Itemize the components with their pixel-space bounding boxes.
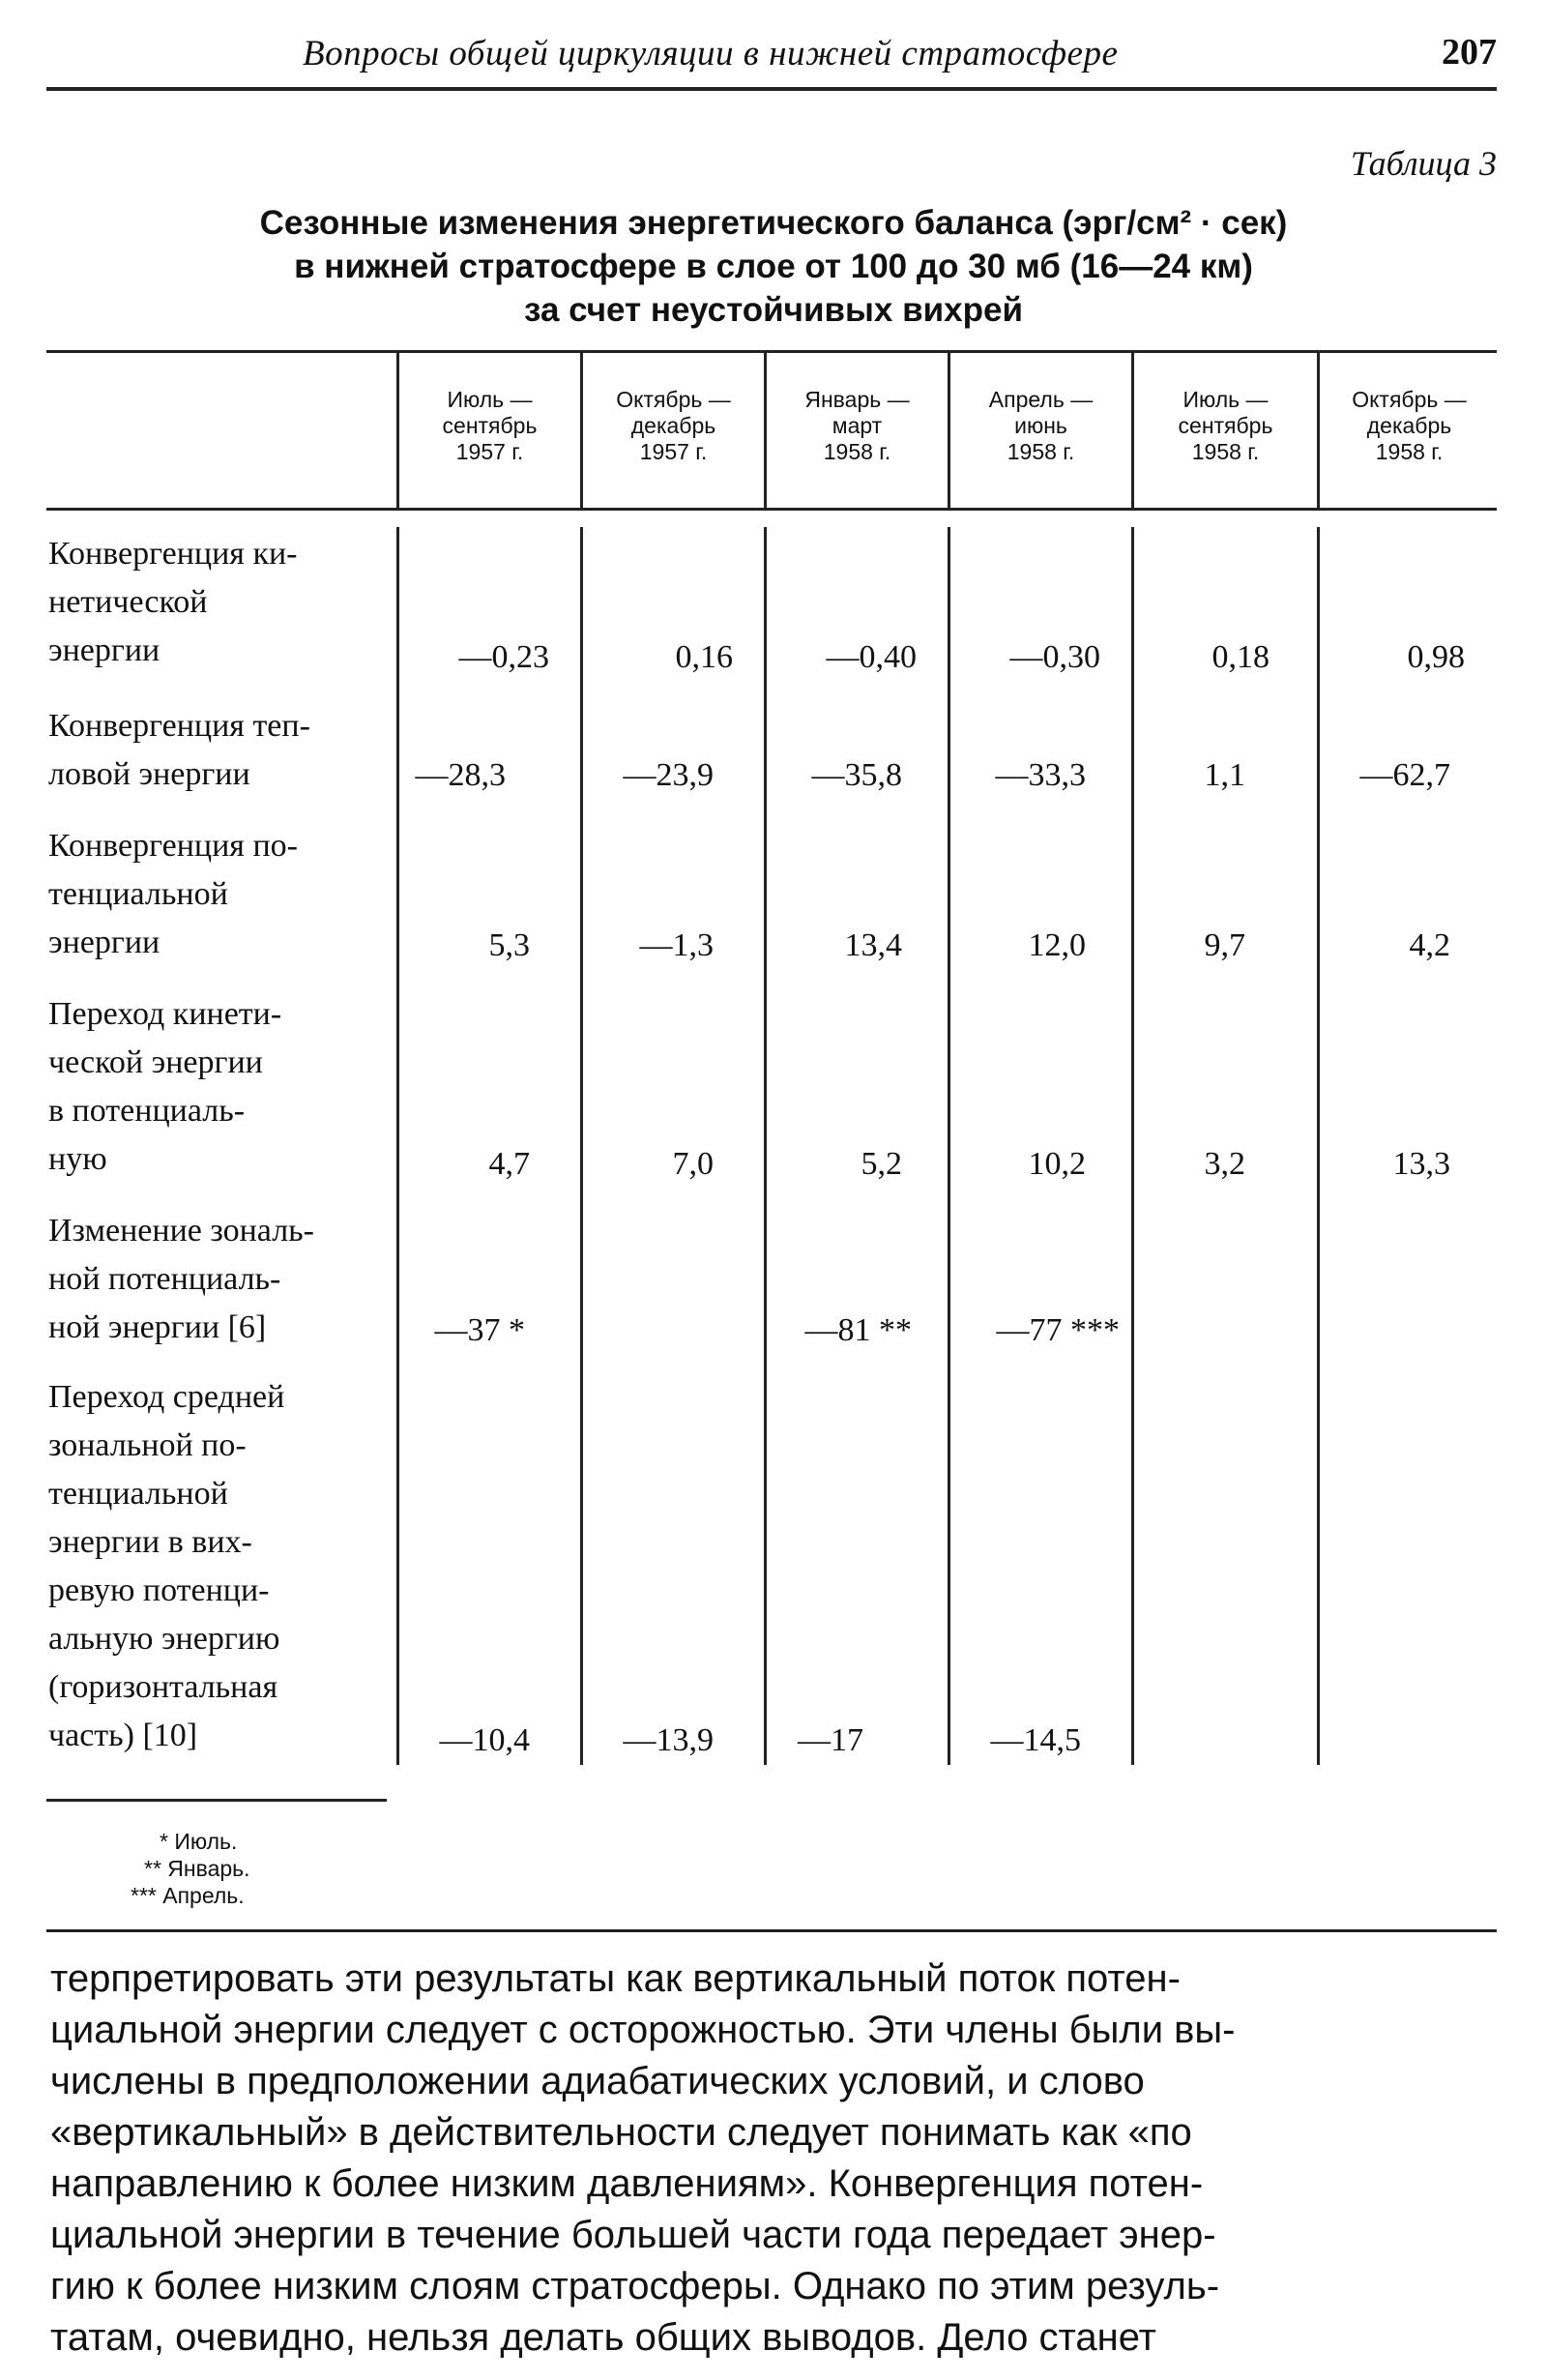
table-cell: —14,5 xyxy=(990,1722,1081,1758)
row-label: Конвергенция ки- нетической энергии xyxy=(48,536,298,668)
table-cell: —62,7 xyxy=(1359,757,1450,793)
table-caption xyxy=(97,201,1450,332)
text-line: татам, очевидно, нельзя делать общих выводов. Дело станет xyxy=(50,2316,1156,2359)
table-cell: —0,40 xyxy=(826,639,917,675)
table-cell: —10,4 xyxy=(439,1722,530,1758)
caption-line: Сезонные изменения энергетического баланса (эрг/см² · сек) xyxy=(259,204,1288,242)
text-line: гию к более низким слоям стратосферы. Однако по этим резуль- xyxy=(50,2265,1220,2307)
table-cell: —13,9 xyxy=(623,1722,714,1758)
page-number: 207 xyxy=(1442,32,1497,73)
table-cell: 0,18 xyxy=(1211,639,1270,675)
table-cell: 4,7 xyxy=(488,1146,530,1182)
table-cell: —35,8 xyxy=(811,757,902,793)
caption-line: за счет неустойчивых вихрей xyxy=(524,291,1023,329)
text-line: «вертикальный» в действительности следует понимать как «по xyxy=(50,2111,1192,2154)
table-cell: 5,3 xyxy=(488,927,530,963)
text-line: терпретировать эти результаты как вертикальный поток потен- xyxy=(50,1957,1181,2000)
table-cell: 10,2 xyxy=(1028,1146,1086,1182)
text-line: циальной энергии в течение большей части года передает энер- xyxy=(50,2214,1216,2256)
table-cell: 4,2 xyxy=(1409,927,1450,963)
column-header: Январь — март 1958 г. xyxy=(804,387,910,464)
table-cell: 3,2 xyxy=(1204,1146,1245,1182)
text-line: циальной энергии следует с осторожностью. Эти члены были вы- xyxy=(50,2009,1236,2051)
table-cell: 13,3 xyxy=(1392,1146,1450,1182)
row-label: Переход кинети- ческой энергии в потенциаль- ную xyxy=(48,996,282,1177)
table-cell: —33,3 xyxy=(995,757,1086,793)
caption-line: в нижней стратосфере в слое от 100 до 30 мб (16—24 км) xyxy=(294,248,1253,285)
table-cell: 7,0 xyxy=(672,1146,714,1182)
table-cell: 0,16 xyxy=(675,639,733,675)
table-label: Таблица 3 xyxy=(1350,144,1497,183)
table-cell: 0,98 xyxy=(1407,639,1465,675)
footnote: * Июль. xyxy=(160,1829,238,1854)
column-header: Октябрь — декабрь 1957 г. xyxy=(616,387,731,464)
footnote: ** Январь. xyxy=(144,1856,250,1881)
text-line: числены в предположении адиабатических условий, и слово xyxy=(50,2060,1145,2102)
table-cell: —0,23 xyxy=(458,639,549,675)
table-cell: —23,9 xyxy=(623,757,714,793)
table-cell: 9,7 xyxy=(1204,927,1245,963)
table-cell: —1,3 xyxy=(639,927,714,963)
table-bottom-rule xyxy=(46,1929,1497,1932)
row-label: Переход средней зональной по- тенциальной энергии в вих- ревую потенци- альную энергию (горизонтальная часть) [10] xyxy=(48,1379,285,1753)
table-cell: —0,30 xyxy=(1009,639,1100,675)
column-header: Июль — сентябрь 1957 г. xyxy=(442,387,538,464)
body-text xyxy=(50,1954,1497,2364)
table-cell: —81 ** xyxy=(804,1312,912,1348)
footnote-rule xyxy=(46,1799,387,1802)
table-cell: 5,2 xyxy=(861,1146,902,1182)
footnote: *** Апрель. xyxy=(131,1883,245,1908)
table-top-rule xyxy=(46,350,1497,353)
running-head xyxy=(46,27,1497,91)
running-title: Вопросы общей циркуляции в нижней стратосфере xyxy=(303,34,1119,73)
text-line: направлению к более низким давлениям». Конвергенция потен- xyxy=(50,2162,1204,2205)
column-header: Октябрь — декабрь 1958 г. xyxy=(1352,387,1467,464)
footnotes xyxy=(131,1828,250,1909)
column-header: Июль — сентябрь 1958 г. xyxy=(1178,387,1273,464)
table-header-rule xyxy=(46,508,1497,511)
row-label: Конвергенция по- тенциальной энергии xyxy=(48,828,298,960)
table-cell: —37 * xyxy=(434,1312,525,1348)
column-header: Апрель — июнь 1958 г. xyxy=(988,387,1094,464)
table-cell: —28,3 xyxy=(415,757,506,793)
row-label: Изменение зональ- ной потенциаль- ной энергии [6] xyxy=(48,1213,314,1345)
table-cell: 1,1 xyxy=(1204,757,1245,793)
table-cell: 12,0 xyxy=(1028,927,1086,963)
table-cell: —17 xyxy=(798,1722,863,1758)
row-label: Конвергенция теп- ловой энергии xyxy=(48,708,310,792)
table-cell: 13,4 xyxy=(844,927,902,963)
table-cell: —77 *** xyxy=(996,1312,1120,1348)
